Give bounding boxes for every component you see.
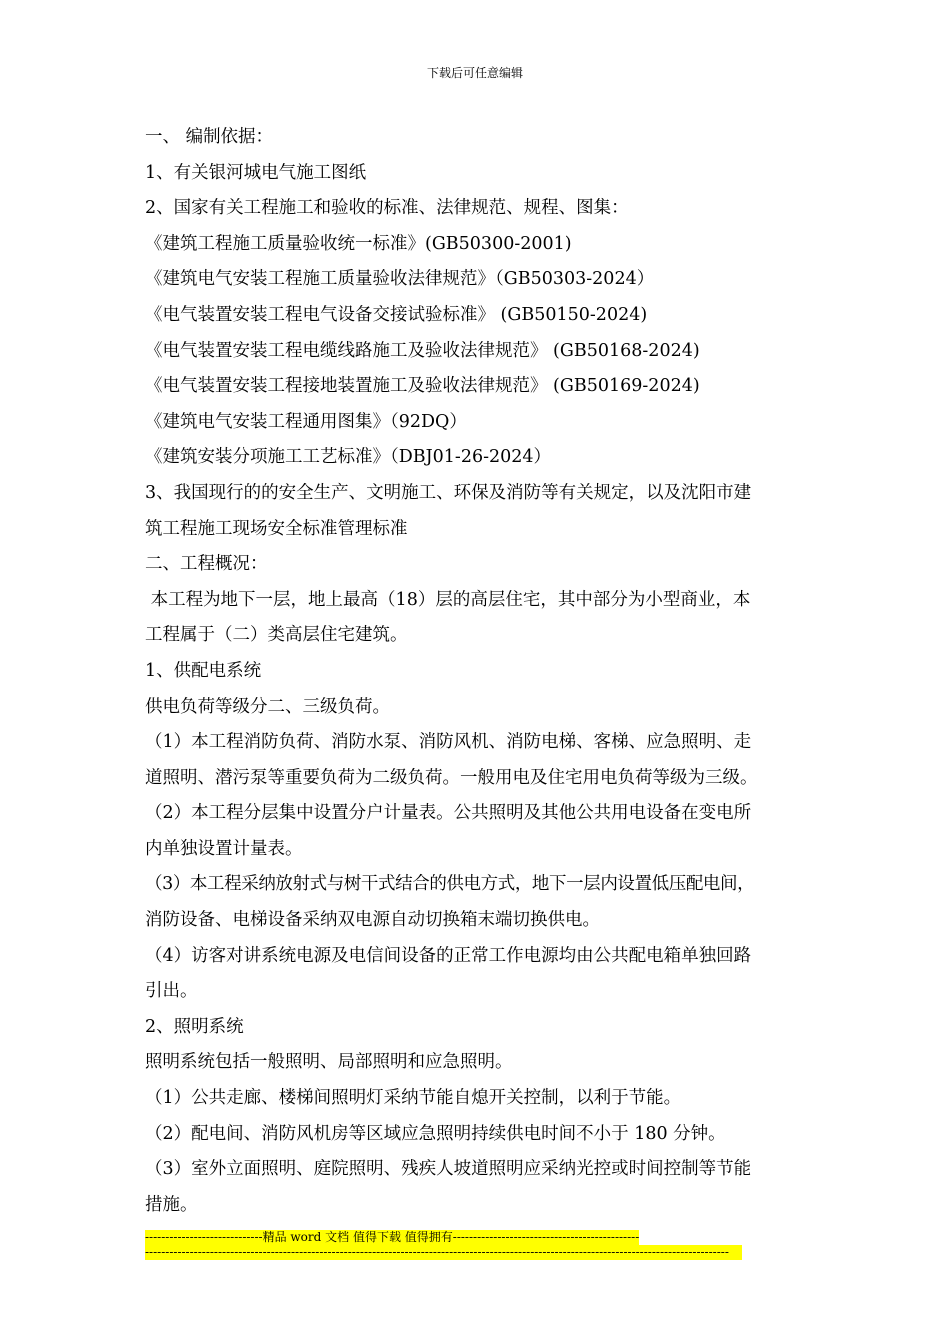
paragraph: （2）配电间、消防风机房等区域应急照明持续供电时间不小于 180 分钟。 — [145, 1123, 726, 1144]
paragraph: 照明系统包括一般照明、局部照明和应急照明。 — [145, 1052, 513, 1073]
paragraph: 措施。 — [145, 1194, 198, 1215]
paragraph: 本工程为地下一层，地上最高（18）层的高层住宅，其中部分为小型商业，本 — [145, 589, 751, 610]
paragraph: 消防设备、电梯设备采纳双电源自动切换箱末端切换供电。 — [145, 910, 600, 931]
paragraph: （1）本工程消防负荷、消防水泵、消防风机、消防电梯、客梯、应急照明、走 — [145, 732, 752, 753]
footer-banner-line-2: ------------------------------------------------------------------------------------------------------------------------------------------------ — [145, 1245, 742, 1260]
paragraph: 筑工程施工现场安全标准管理标准 — [145, 518, 408, 539]
standard-reference: 《建筑安装分项施工工艺标准》（DBJ01-26-2024） — [145, 447, 552, 468]
paragraph: 3、我国现行的的安全生产、文明施工、环保及消防等有关规定，以及沈阳市建 — [145, 482, 752, 503]
standard-reference: 《建筑工程施工质量验收统一标准》(GB50300-2001) — [145, 233, 572, 254]
section-heading-basis: 一、 编制依据： — [145, 127, 274, 147]
paragraph: （3）本工程采纳放射式与树干式结合的供电方式，地下一层内设置低压配电间， — [145, 874, 755, 895]
paragraph: 道照明、潜污泵等重要负荷为二级负荷。一般用电及住宅用电负荷等级为三级。 — [145, 767, 758, 788]
subsection-heading-power: 1、供配电系统 — [145, 660, 262, 681]
paragraph: （1）公共走廊、楼梯间照明灯采纳节能自熄开关控制，以利于节能。 — [145, 1088, 682, 1109]
paragraph: 供电负荷等级分二、三级负荷。 — [145, 696, 390, 717]
standard-reference: 《电气装置安装工程接地装置施工及验收法律规范》 (GB50169-2024) — [145, 376, 700, 397]
paragraph: 1、有关银河城电气施工图纸 — [145, 162, 367, 183]
subsection-heading-lighting: 2、照明系统 — [145, 1016, 244, 1037]
paragraph: （4）访客对讲系统电源及电信间设备的正常工作电源均由公共配电箱单独回路 — [145, 945, 752, 966]
document-body — [145, 120, 825, 1223]
paragraph: （3）室外立面照明、庭院照明、残疾人坡道照明应采纳光控或时间控制等节能 — [145, 1159, 752, 1180]
paragraph: （2）本工程分层集中设置分户计量表。公共照明及其他公共用电设备在变电所 — [145, 803, 752, 824]
paragraph: 引出。 — [145, 981, 198, 1002]
standard-reference: 《电气装置安装工程电缆线路施工及验收法律规范》 (GB50168-2024) — [145, 340, 700, 361]
section-heading-overview: 二、工程概况： — [145, 554, 268, 575]
paragraph: 内单独设置计量表。 — [145, 838, 303, 859]
standard-reference: 《建筑电气安装工程通用图集》（92DQ） — [145, 411, 467, 432]
page-header: 下载后可任意编辑 — [426, 66, 523, 80]
paragraph: 2、国家有关工程施工和验收的标准、法律规范、规程、图集： — [145, 198, 629, 219]
paragraph: 工程属于（二）类高层住宅建筑。 — [145, 625, 408, 646]
footer-banner-line-1: -----------------------------精品 word 文档 值得下载 值得拥有---------------------------------------------- — [145, 1230, 640, 1244]
footer-banner — [145, 1230, 742, 1260]
standard-reference: 《建筑电气安装工程施工质量验收法律规范》（GB50303-2024） — [145, 269, 655, 290]
standard-reference: 《电气装置安装工程电气设备交接试验标准》 (GB50150-2024) — [145, 304, 648, 325]
